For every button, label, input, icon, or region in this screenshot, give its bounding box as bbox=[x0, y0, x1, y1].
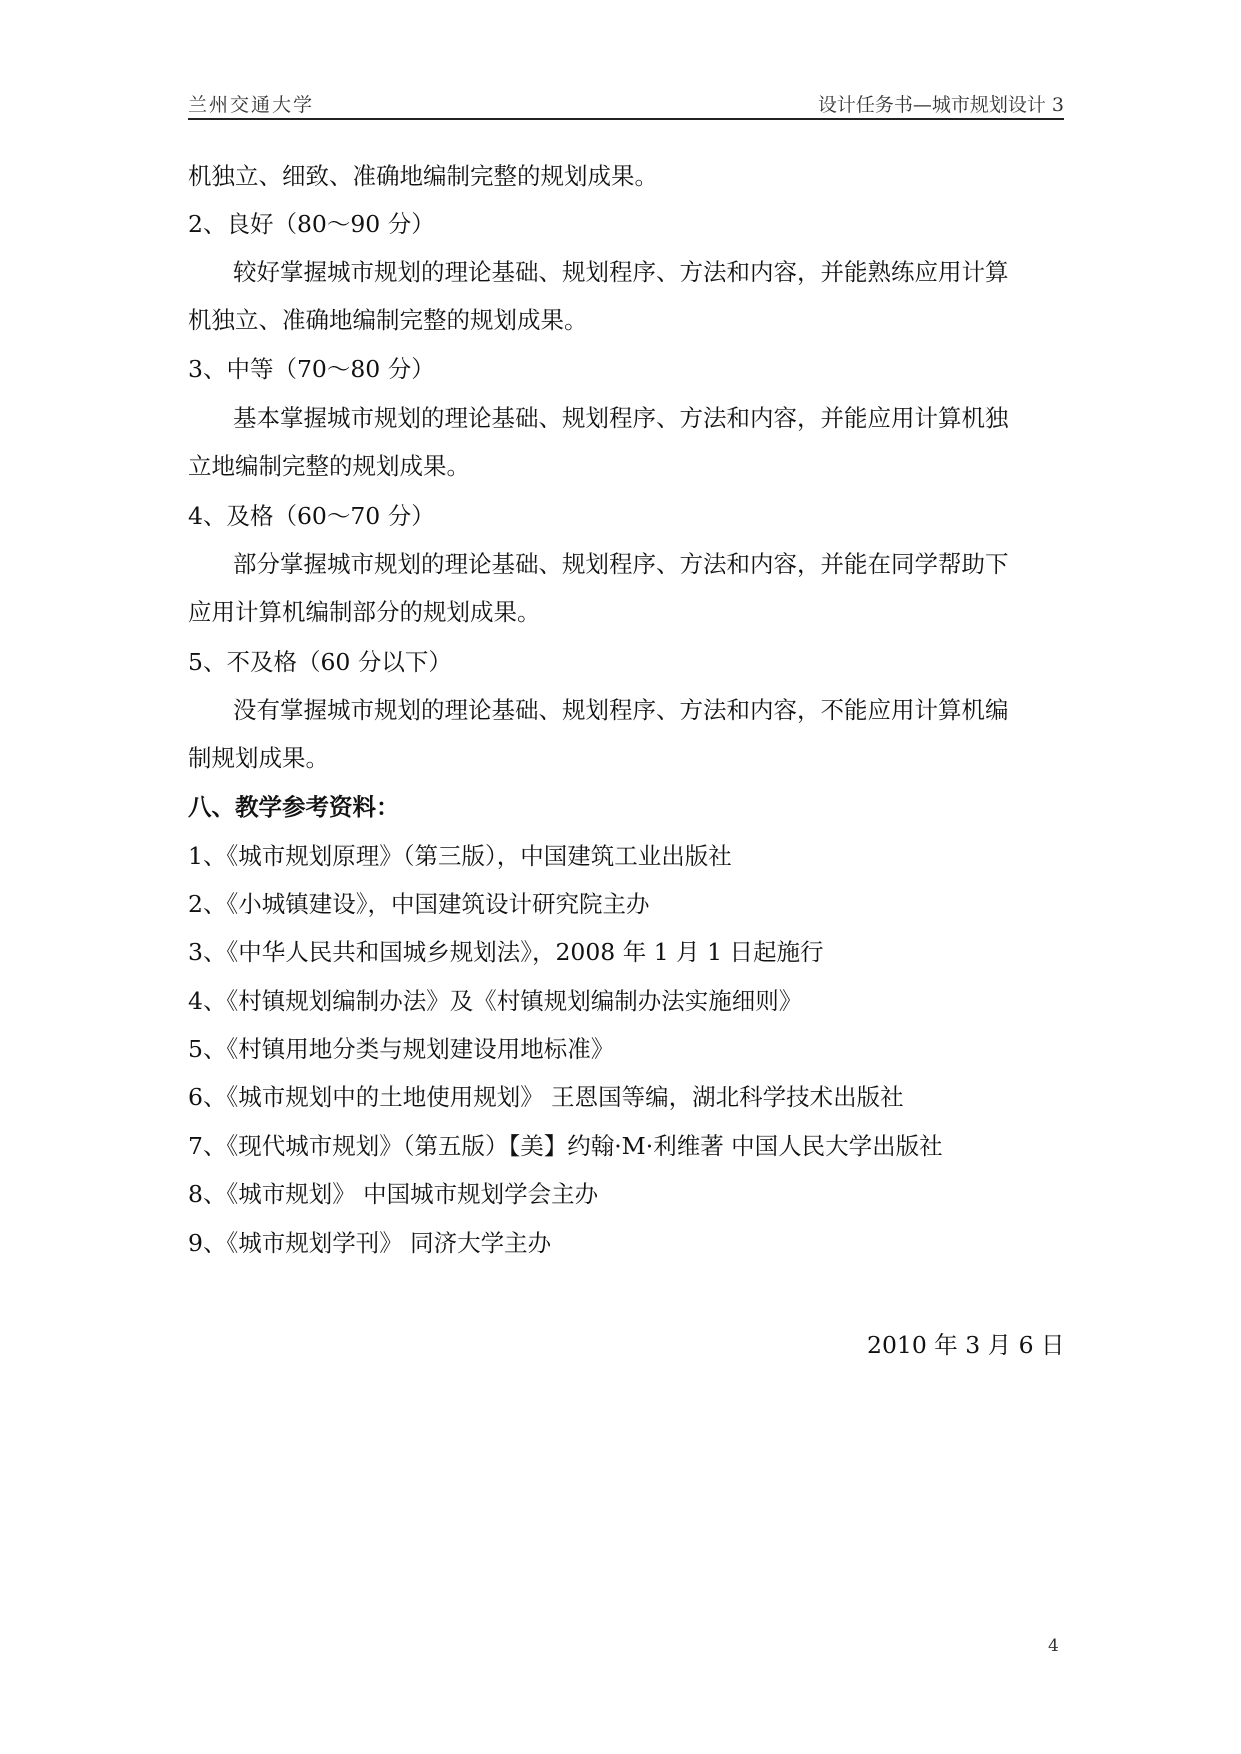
page-number: 4 bbox=[1048, 1636, 1059, 1656]
grade2-title: 2、良好（80～90 分） bbox=[188, 210, 435, 238]
continuation-line: 机独立、细致、准确地编制完整的规划成果。 bbox=[188, 162, 658, 190]
reference-item: 4、《村镇规划编制办法》及《村镇规划编制办法实施细则》 bbox=[188, 987, 803, 1015]
reference-item: 5、《村镇用地分类与规划建设用地标准》 bbox=[188, 1035, 615, 1063]
grade3-line2: 立地编制完整的规划成果。 bbox=[188, 452, 470, 480]
grade5-line1: 没有掌握城市规划的理论基础、规划程序、方法和内容，不能应用计算机编 bbox=[233, 696, 1009, 724]
grade4-title: 4、及格（60～70 分） bbox=[188, 502, 435, 530]
reference-item: 6、《城市规划中的土地使用规划》 王恩国等编，湖北科学技术出版社 bbox=[188, 1083, 904, 1111]
grade5-line2: 制规划成果。 bbox=[188, 744, 329, 772]
grade3-title: 3、中等（70～80 分） bbox=[188, 355, 435, 383]
reference-item: 9、《城市规划学刊》 同济大学主办 bbox=[188, 1229, 552, 1257]
references-heading: 八、教学参考资料： bbox=[188, 793, 400, 821]
document-date: 2010 年 3 月 6 日 bbox=[867, 1331, 1065, 1359]
grade2-line1: 较好掌握城市规划的理论基础、规划程序、方法和内容，并能熟练应用计算 bbox=[233, 258, 1009, 286]
header-university: 兰州交通大学 bbox=[188, 94, 315, 116]
grade3-line1: 基本掌握城市规划的理论基础、规划程序、方法和内容，并能应用计算机独 bbox=[233, 404, 1009, 432]
grade4-line2: 应用计算机编制部分的规划成果。 bbox=[188, 598, 541, 626]
header-document-title: 设计任务书—城市规划设计 3 bbox=[817, 94, 1064, 116]
reference-item: 8、《城市规划》 中国城市规划学会主办 bbox=[188, 1180, 599, 1208]
grade4-line1: 部分掌握城市规划的理论基础、规划程序、方法和内容，并能在同学帮助下 bbox=[233, 550, 1009, 578]
reference-item: 3、《中华人民共和国城乡规划法》，2008 年 1 月 1 日起施行 bbox=[188, 938, 824, 966]
grade5-title: 5、不及格（60 分以下） bbox=[188, 648, 452, 676]
reference-item: 7、《现代城市规划》（第五版）【美】约翰·M·利维著 中国人民大学出版社 bbox=[188, 1132, 943, 1160]
reference-item: 2、《小城镇建设》，中国建筑设计研究院主办 bbox=[188, 890, 650, 918]
grade2-line2: 机独立、准确地编制完整的规划成果。 bbox=[188, 306, 588, 334]
reference-item: 1、《城市规划原理》（第三版），中国建筑工业出版社 bbox=[188, 842, 732, 870]
page-header bbox=[188, 88, 1064, 120]
